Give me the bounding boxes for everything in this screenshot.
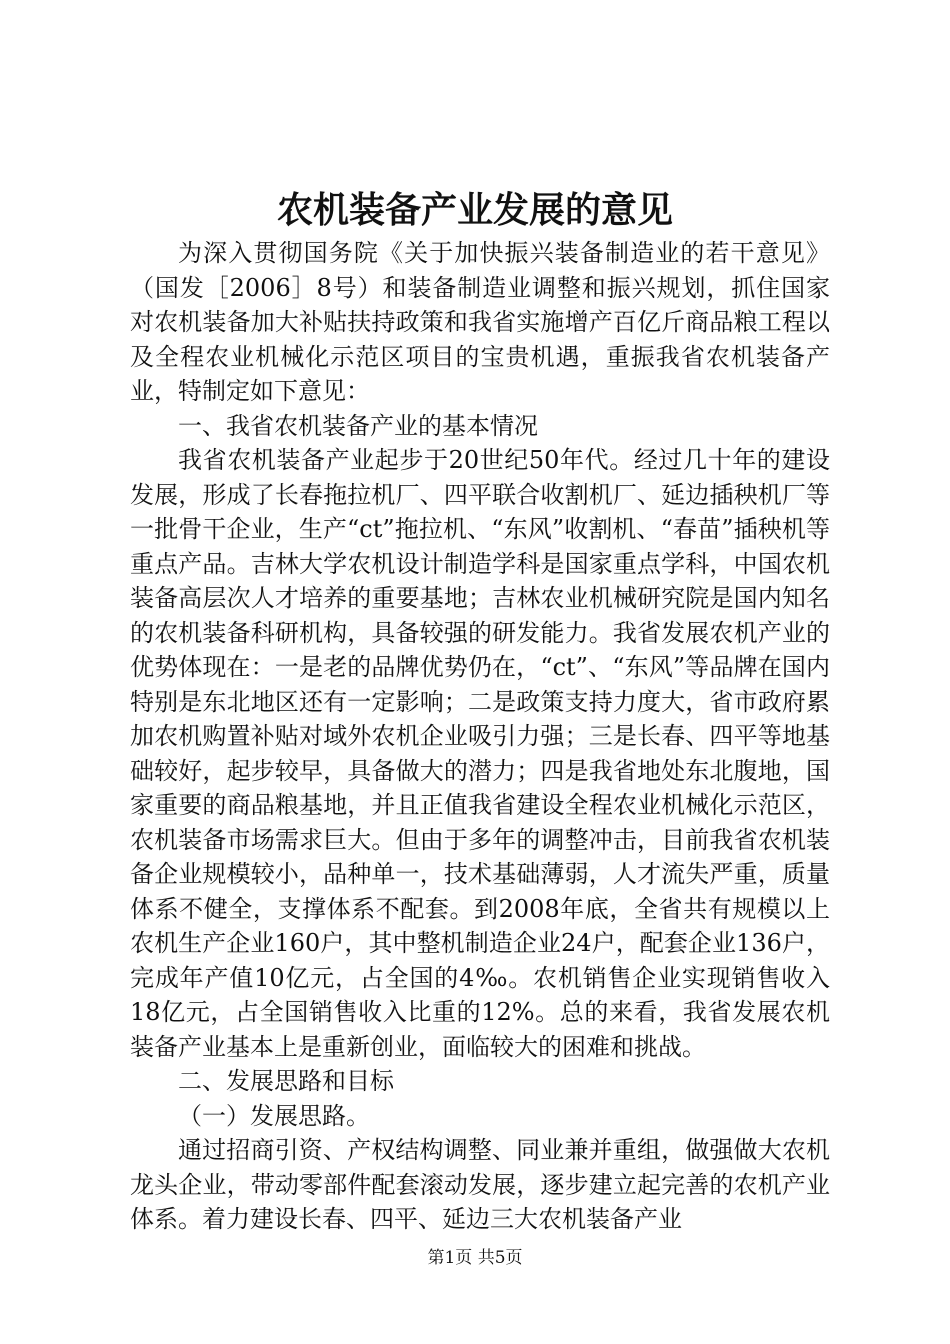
section-heading-1: 一、我省农机装备产业的基本情况 <box>178 411 538 440</box>
document-body <box>130 236 830 1237</box>
subsection-heading-1: （一）发展思路。 <box>178 1101 370 1130</box>
intro-paragraph: 为深入贯彻国务院《关于加快振兴装备制造业的若干意见》（国发［2006］8号）和装备制造业调整和振兴规划，抓住国家对农机装备加大补贴扶持政策和我省实施增产百亿斤商品粮工程以及全程农业机械化示范区项目的宝贵机遇，重振我省农机装备产业，特制定如下意见： <box>130 239 830 405</box>
section-heading-2: 二、发展思路和目标 <box>178 1067 394 1095</box>
document-title: 农机装备产业发展的意见 <box>276 189 673 231</box>
page-number: 第1页 共5页 <box>427 1248 523 1268</box>
basic-situation-paragraph: 我省农机装备产业起步于20世纪50年代。经过几十年的建设发展，形成了长春拖拉机厂、四平联合收割机厂、延边插秧机厂等一批骨干企业，生产“ct”拖拉机、“东风”收割机、“春苗”插秧机等重点产品。吉林大学农机设计制造学科是国家重点学科，中国农机装备高层次人才培养的重要基地；吉林农业机械研究院是国内知名的农机装备科研机构，具备较强的研发能力。我省发展农机产业的优势体现在：一是老的品牌优势仍在，“ct”、“东风”等品牌在国内特别是东北地区还有一定影响；二是政策支持力度大，省市政府累加农机购置补贴对域外农机企业吸引力强；三是长春、四平等地基础较好，起步较早，具备做大的潜力；四是我省地处东北腹地，国家重要的商品粮基地，并且正值我省建设全程农业机械化示范区，农机装备市场需求巨大。但由于多年的调整冲击，目前我省农机装备企业规模较小，品种单一，技术基础薄弱，人才流失严重，质量体系不健全，支撑体系不配套。到2008年底，全省共有规模以上农机生产企业160户，其中整机制造企业24户，配套企业136户，完成年产值10亿元，占全国的4‰。农机销售企业实现销售收入18亿元，占全国销售收入比重的12%。总的来看，我省发展农机装备产业基本上是重新创业，面临较大的困难和挑战。 <box>130 446 830 1061</box>
development-approach-paragraph: 通过招商引资、产权结构调整、同业兼并重组，做强做大农机龙头企业，带动零部件配套滚动发展，逐步建立起完善的农机产业体系。着力建设长春、四平、延边三大农机装备产业 <box>130 1136 830 1233</box>
